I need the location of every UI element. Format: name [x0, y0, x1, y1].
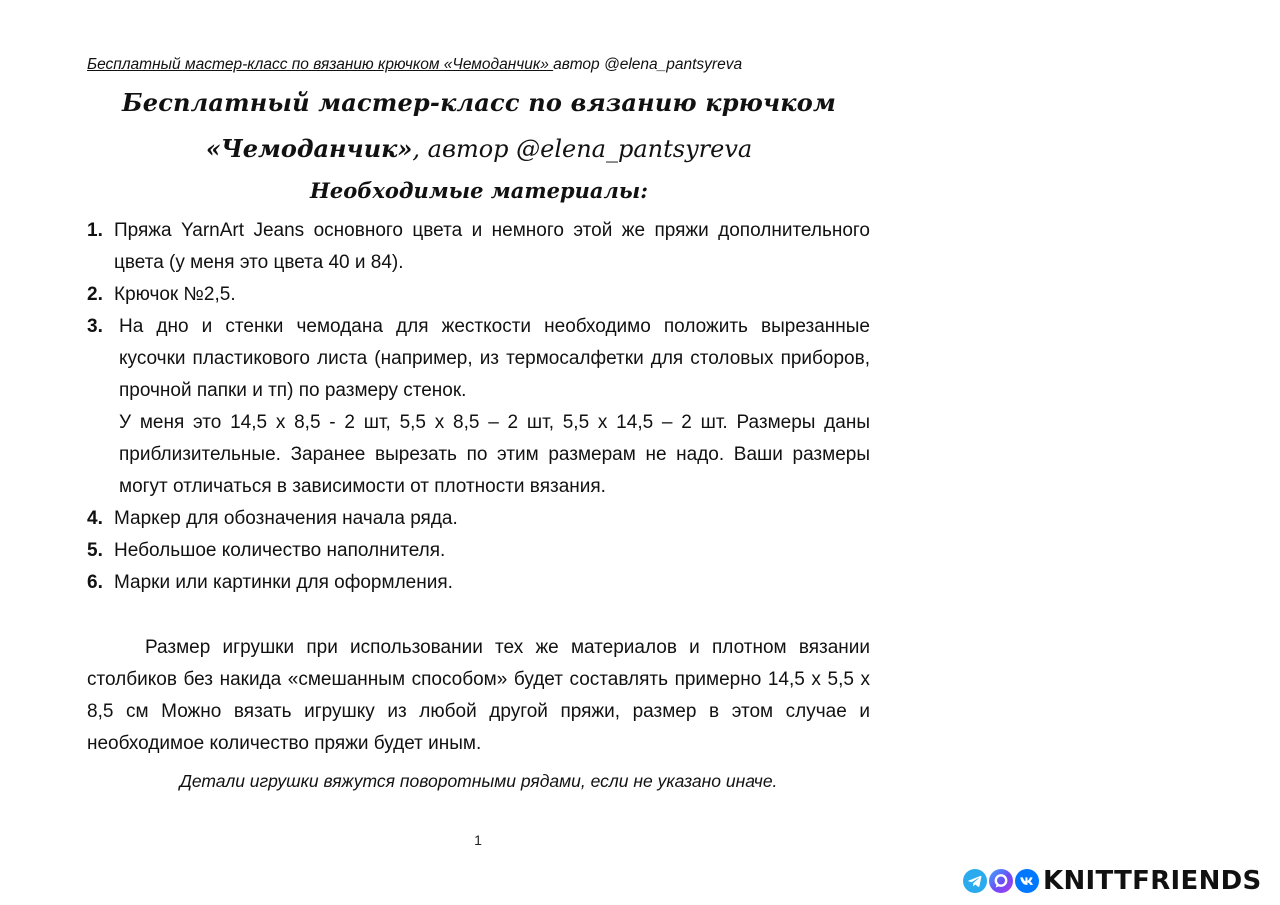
list-item-text: Марки или картинки для оформления. — [114, 572, 453, 593]
watermark — [963, 866, 1262, 896]
list-item-number: 3. — [87, 316, 103, 337]
list-item-paragraph: На дно и стенки чемодана для жесткости необходимо положить вырезанные кусочки пластикового листа (например, из термосалфетки для столовых приборов, прочной папки и тп) по размеру стенок. — [119, 316, 870, 401]
telegram-icon — [963, 869, 987, 893]
max-icon — [989, 869, 1013, 893]
list-item-number: 6. — [87, 572, 103, 593]
header-title-link: Бесплатный мастер-класс по вязанию крючком «Чемоданчик» — [87, 56, 554, 73]
list-item-text: Крючок №2,5. — [114, 284, 236, 305]
list-item — [87, 215, 870, 279]
page-header — [87, 56, 742, 74]
list-item-number: 1. — [87, 220, 103, 241]
document-title: Бесплатный мастер-класс по вязанию крючком — [122, 88, 836, 117]
watermark-brand: KNITTFRIENDS — [1043, 866, 1262, 896]
list-item-text — [119, 311, 870, 503]
list-item-text: Небольшое количество наполнителя. — [114, 540, 446, 561]
header-author: автор @elena_pantsyreva — [553, 56, 743, 73]
list-item-paragraph: У меня это 14,5 х 8,5 - 2 шт, 5,5 х 8,5 – 2 шт, 5,5 х 14,5 – 2 шт. Размеры даны приблизительные. Заранее вырезать по этим размерам не надо. Ваши размеры могут отличаться в зависимости от плотности вязания. — [119, 412, 870, 497]
document-subtitle — [0, 134, 958, 163]
materials-heading: Необходимые материалы: — [310, 178, 648, 203]
list-item-number: 4. — [87, 508, 103, 529]
assembly-note: Детали игрушки вяжутся поворотными рядами, если не указано иначе. — [179, 771, 778, 791]
list-item — [87, 567, 870, 599]
size-paragraph: Размер игрушки при использовании тех же материалов и плотном вязании столбиков без накида «смешанным способом» будет составлять примерно 14,5 х 5,5 х 8,5 см Можно вязать игрушку из любой другой пряжи, размер в этом случае и необходимое количество пряжи будет иным. — [87, 637, 870, 754]
toy-name: «Чемоданчик» — [205, 134, 413, 163]
list-item-text: Пряжа YarnArt Jeans основного цвета и немного этой же пряжи дополнительного цвета (у меня это цвета 40 и 84). — [114, 220, 870, 273]
list-item-number: 5. — [87, 540, 103, 561]
vk-icon — [1015, 869, 1039, 893]
materials-list — [87, 215, 870, 599]
list-item — [87, 503, 870, 535]
list-item-text: Маркер для обозначения начала ряда. — [114, 508, 458, 529]
list-item — [87, 535, 870, 567]
page-number: 1 — [474, 832, 482, 848]
list-item — [87, 279, 870, 311]
subtitle-author: , автор @elena_pantsyreva — [412, 135, 753, 163]
list-item — [87, 311, 870, 503]
list-item-number: 2. — [87, 284, 103, 305]
